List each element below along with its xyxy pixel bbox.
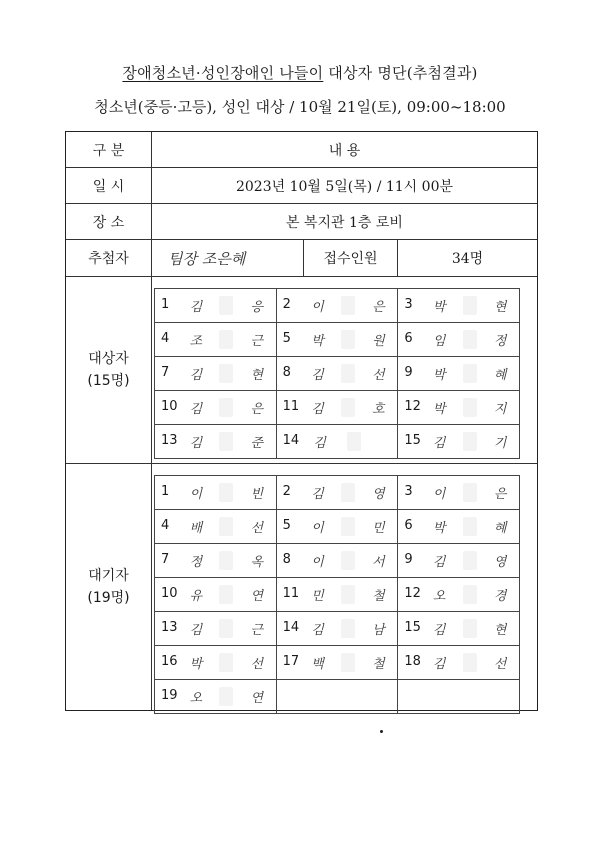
name-last: 은 xyxy=(250,402,264,417)
name-last: 민 xyxy=(372,521,385,536)
name-last: 연 xyxy=(250,589,264,604)
entry-number: 19 xyxy=(161,688,178,703)
masked-char xyxy=(463,330,477,349)
handwritten-name xyxy=(424,653,515,672)
masked-char xyxy=(219,653,233,672)
masked-char xyxy=(463,432,477,451)
name-cell xyxy=(276,357,398,391)
handwritten-name xyxy=(181,398,272,417)
masked-char xyxy=(219,398,233,417)
name-last: 응 xyxy=(250,300,264,315)
name-last: 원 xyxy=(372,334,385,349)
name-cell xyxy=(398,510,520,544)
name-last: 선 xyxy=(250,657,264,672)
entry-number: 8 xyxy=(282,365,291,380)
name-cell xyxy=(276,646,398,680)
name-first: 정 xyxy=(189,555,203,570)
table-row xyxy=(155,544,520,578)
entry-number: 15 xyxy=(404,433,421,448)
name-cell xyxy=(398,578,520,612)
table-row xyxy=(155,476,520,510)
masked-char xyxy=(341,364,355,383)
name-cell xyxy=(276,289,398,323)
name-first: 임 xyxy=(432,334,446,349)
selected-grid xyxy=(154,288,520,459)
name-cell xyxy=(155,357,277,391)
category-value: 내 용 xyxy=(328,142,361,159)
name-first: 오 xyxy=(189,691,203,706)
waiting-label-line1: 대기자 xyxy=(88,567,129,584)
handwritten-name xyxy=(303,483,394,502)
name-first: 이 xyxy=(432,487,446,502)
masked-char xyxy=(219,619,233,638)
masked-char xyxy=(219,551,233,570)
handwritten-name xyxy=(181,619,272,638)
name-cell xyxy=(155,680,277,714)
table-row xyxy=(155,391,520,425)
name-cell xyxy=(155,510,277,544)
masked-char xyxy=(219,585,233,604)
handwritten-name xyxy=(181,585,272,604)
name-last: 현 xyxy=(250,368,264,383)
name-first: 이 xyxy=(311,555,324,570)
name-last: 영 xyxy=(372,487,385,502)
name-last: 선 xyxy=(372,368,385,383)
handwritten-name xyxy=(181,296,272,315)
handwritten-name xyxy=(303,619,394,638)
category-label: 구 분 xyxy=(66,132,152,167)
name-first: 이 xyxy=(189,487,203,502)
row-datetime xyxy=(66,168,537,204)
title-underlined: 장애청소년·성인장애인 나들이 xyxy=(122,64,324,82)
name-cell xyxy=(155,476,277,510)
name-first: 김 xyxy=(313,436,326,451)
entry-number: 10 xyxy=(161,399,178,414)
masked-char xyxy=(341,585,355,604)
name-last: 은 xyxy=(493,487,507,502)
entry-number: 13 xyxy=(161,620,178,635)
entry-number: 2 xyxy=(282,484,291,499)
handwritten-name xyxy=(303,551,394,570)
entry-number: 1 xyxy=(161,484,170,499)
masked-char xyxy=(463,551,477,570)
name-cell xyxy=(155,391,277,425)
name-last: 철 xyxy=(372,589,385,604)
row-category xyxy=(66,132,537,168)
name-first: 유 xyxy=(189,589,203,604)
name-last: 은 xyxy=(372,300,385,315)
name-last: 기 xyxy=(493,436,507,451)
waiting-grid xyxy=(154,475,520,714)
name-cell xyxy=(155,578,277,612)
masked-char xyxy=(219,483,233,502)
entry-number: 6 xyxy=(404,518,413,533)
masked-char xyxy=(341,551,355,570)
entry-number: 17 xyxy=(282,654,300,669)
table-row xyxy=(155,612,520,646)
handwritten-name xyxy=(424,432,515,451)
entry-number: 1 xyxy=(161,297,170,312)
entry-number: 11 xyxy=(282,586,300,601)
name-cell xyxy=(276,323,398,357)
datetime-label: 일 시 xyxy=(66,168,152,203)
place-value: 본 복지관 1층 로비 xyxy=(286,214,403,231)
name-last: 철 xyxy=(372,657,385,672)
entry-number: 12 xyxy=(404,586,421,601)
entry-number: 10 xyxy=(161,586,178,601)
name-last: 빈 xyxy=(250,487,264,502)
handwritten-name xyxy=(303,296,394,315)
masked-char xyxy=(219,296,233,315)
entry-number: 18 xyxy=(404,654,421,669)
empty-cell xyxy=(398,680,520,714)
name-cell xyxy=(398,612,520,646)
name-cell xyxy=(398,391,520,425)
name-cell xyxy=(276,476,398,510)
name-first: 김 xyxy=(432,657,446,672)
name-first: 박 xyxy=(432,368,446,383)
table-row xyxy=(155,646,520,680)
table-row xyxy=(155,425,520,459)
name-first: 오 xyxy=(432,589,446,604)
name-first: 김 xyxy=(311,402,324,417)
masked-char xyxy=(341,653,355,672)
name-last: 호 xyxy=(372,402,385,417)
handwritten-name xyxy=(303,517,394,536)
name-last: 연 xyxy=(250,691,264,706)
handwritten-name xyxy=(303,432,394,451)
name-last: 정 xyxy=(493,334,507,349)
lottery-drawer-signature: 팀장 조은혜 xyxy=(152,240,304,276)
name-last: 선 xyxy=(493,657,507,672)
table-row xyxy=(155,289,520,323)
entry-number: 14 xyxy=(282,433,300,448)
entry-number: 13 xyxy=(161,433,178,448)
name-first: 박 xyxy=(432,300,446,315)
entry-number: 3 xyxy=(404,297,413,312)
handwritten-name xyxy=(424,330,515,349)
handwritten-name xyxy=(424,364,515,383)
name-cell xyxy=(155,646,277,680)
table-row xyxy=(155,510,520,544)
handwritten-name xyxy=(303,585,394,604)
name-first: 김 xyxy=(432,555,446,570)
title-rest: 대상자 명단(추첨결과) xyxy=(323,64,478,82)
entry-number: 4 xyxy=(161,331,170,346)
name-first: 김 xyxy=(311,623,324,638)
lottery-label: 추첨자 xyxy=(66,240,152,276)
selected-label-line1: 대상자 xyxy=(88,351,129,367)
handwritten-name xyxy=(181,364,272,383)
name-last: 옥 xyxy=(250,555,264,570)
name-first: 배 xyxy=(189,521,203,536)
handwritten-name xyxy=(424,296,515,315)
handwritten-name xyxy=(303,653,394,672)
empty-cell xyxy=(276,680,398,714)
handwritten-name xyxy=(424,619,515,638)
entry-number: 14 xyxy=(282,620,300,635)
name-first: 김 xyxy=(189,623,203,638)
name-last: 준 xyxy=(250,436,264,451)
row-lottery xyxy=(66,240,537,277)
place-label: 장 소 xyxy=(66,204,152,239)
name-last: 근 xyxy=(250,334,264,349)
masked-char xyxy=(341,619,355,638)
name-first: 김 xyxy=(432,436,446,451)
handwritten-name xyxy=(303,330,394,349)
masked-char xyxy=(341,296,355,315)
name-last: 현 xyxy=(493,623,507,638)
entry-number: 4 xyxy=(161,518,170,533)
masked-char xyxy=(463,296,477,315)
name-last: 선 xyxy=(250,521,264,536)
entry-number: 7 xyxy=(161,552,170,567)
name-last: 근 xyxy=(250,623,264,638)
handwritten-name xyxy=(181,551,272,570)
name-last: 남 xyxy=(372,623,385,638)
entry-number: 6 xyxy=(404,331,413,346)
masked-char xyxy=(463,619,477,638)
handwritten-name xyxy=(181,483,272,502)
name-cell xyxy=(155,323,277,357)
name-first: 김 xyxy=(432,623,446,638)
masked-char xyxy=(219,364,233,383)
table-row xyxy=(155,323,520,357)
entry-number: 9 xyxy=(404,552,413,567)
name-first: 김 xyxy=(189,436,203,451)
name-first: 조 xyxy=(189,334,203,349)
table-row xyxy=(155,357,520,391)
table-row xyxy=(155,680,520,714)
entry-number: 5 xyxy=(282,518,291,533)
masked-char xyxy=(463,585,477,604)
entry-number: 3 xyxy=(404,484,413,499)
masked-char xyxy=(463,398,477,417)
name-first: 김 xyxy=(311,487,324,502)
masked-char xyxy=(341,330,355,349)
name-cell xyxy=(155,612,277,646)
handwritten-name xyxy=(424,398,515,417)
name-first: 김 xyxy=(189,402,203,417)
handwritten-name xyxy=(424,483,515,502)
entry-number: 11 xyxy=(282,399,300,414)
name-cell xyxy=(398,323,520,357)
received-label: 접수인원 xyxy=(304,240,398,276)
masked-char xyxy=(341,517,355,536)
name-last: 혜 xyxy=(493,521,507,536)
waiting-label xyxy=(66,463,152,710)
name-cell xyxy=(155,289,277,323)
name-cell xyxy=(398,425,520,459)
name-cell xyxy=(398,646,520,680)
masked-char xyxy=(219,517,233,536)
masked-char xyxy=(341,483,355,502)
stray-mark xyxy=(380,730,383,733)
selected-label xyxy=(66,277,152,463)
roster-table xyxy=(65,131,538,711)
name-last: 영 xyxy=(493,555,507,570)
handwritten-name xyxy=(181,687,272,706)
name-first: 이 xyxy=(311,521,324,536)
masked-char xyxy=(463,483,477,502)
handwritten-name xyxy=(181,330,272,349)
handwritten-name xyxy=(181,432,272,451)
name-first: 백 xyxy=(311,657,324,672)
name-cell xyxy=(276,391,398,425)
masked-char xyxy=(219,432,233,451)
entry-number: 12 xyxy=(404,399,421,414)
table-row xyxy=(155,578,520,612)
entry-number: 5 xyxy=(282,331,291,346)
row-place xyxy=(66,204,537,240)
name-last: 경 xyxy=(493,589,507,604)
handwritten-name xyxy=(303,364,394,383)
entry-number: 2 xyxy=(282,297,291,312)
name-cell xyxy=(276,578,398,612)
name-first: 박 xyxy=(432,521,446,536)
name-first: 김 xyxy=(189,300,203,315)
name-cell xyxy=(398,544,520,578)
name-last: 혜 xyxy=(493,368,507,383)
name-last: 서 xyxy=(372,555,385,570)
document-title xyxy=(0,62,600,83)
handwritten-name xyxy=(424,551,515,570)
name-cell xyxy=(276,612,398,646)
handwritten-name xyxy=(303,398,394,417)
datetime-value: 2023년 10월 5일(목) / 11시 00분 xyxy=(235,178,453,195)
name-cell xyxy=(155,425,277,459)
masked-char xyxy=(463,517,477,536)
received-value: 34명 xyxy=(451,251,484,267)
name-first: 김 xyxy=(311,368,324,383)
name-last: 지 xyxy=(493,402,507,417)
name-first: 김 xyxy=(189,368,203,383)
selected-label-line2: (15명) xyxy=(87,373,130,389)
masked-char xyxy=(347,432,361,451)
masked-char xyxy=(341,398,355,417)
name-cell xyxy=(276,510,398,544)
name-cell xyxy=(276,425,398,459)
masked-char xyxy=(463,653,477,672)
name-cell xyxy=(398,357,520,391)
name-cell xyxy=(398,289,520,323)
entry-number: 9 xyxy=(404,365,413,380)
handwritten-name xyxy=(181,517,272,536)
document-subtitle: 청소년(중등·고등), 성인 대상 / 10월 21일(토), 09:00~18:00 xyxy=(94,98,506,116)
name-first: 박 xyxy=(189,657,203,672)
name-first: 민 xyxy=(311,589,324,604)
handwritten-name xyxy=(424,517,515,536)
name-cell xyxy=(155,544,277,578)
name-first: 박 xyxy=(432,402,446,417)
name-first: 이 xyxy=(311,300,324,315)
handwritten-name xyxy=(181,653,272,672)
entry-number: 8 xyxy=(282,552,291,567)
entry-number: 7 xyxy=(161,365,170,380)
waiting-label-line2: (19명) xyxy=(87,589,130,606)
entry-number: 15 xyxy=(404,620,421,635)
entry-number: 16 xyxy=(161,654,178,669)
masked-char xyxy=(463,364,477,383)
name-first: 박 xyxy=(311,334,324,349)
masked-char xyxy=(219,687,233,706)
masked-char xyxy=(219,330,233,349)
name-cell xyxy=(398,476,520,510)
name-cell xyxy=(276,544,398,578)
name-last: 현 xyxy=(493,300,507,315)
handwritten-name xyxy=(424,585,515,604)
